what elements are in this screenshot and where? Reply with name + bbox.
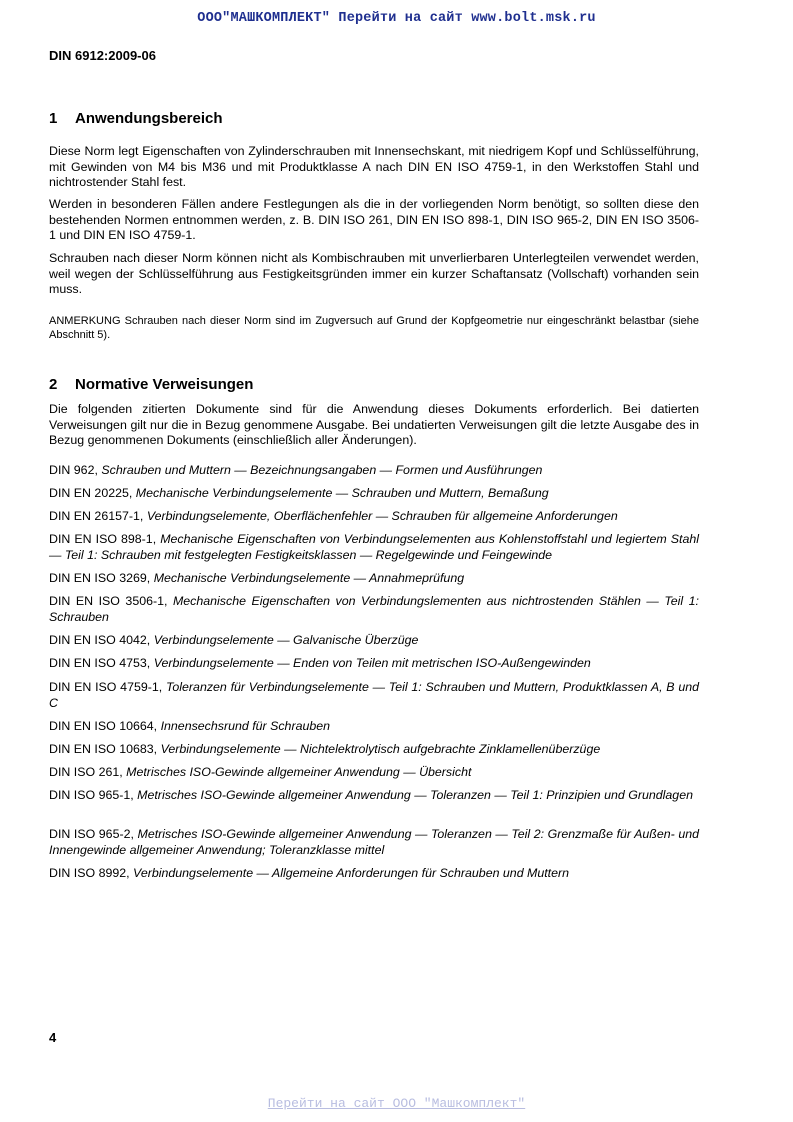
reference-code: DIN EN ISO 4753, <box>49 656 151 670</box>
reference-code: DIN EN 26157-1, <box>49 509 144 523</box>
reference-title: Mechanische Eigenschaften von Verbindungselementen aus Kohlenstoffstahl und legiertem Stahl — Teil 1: Schrauben mit festgelegten Festigkeitsklassen — Regelgewinde und Feingewinde <box>49 532 699 562</box>
header-site-link[interactable]: ООО"МАШКОМПЛЕКТ" Перейти на сайт www.bolt.msk.ru <box>197 11 596 26</box>
reference-title: Schrauben und Muttern — Bezeichnungsangaben — Formen und Ausführungen <box>101 463 543 477</box>
reference-code: DIN 962, <box>49 463 98 477</box>
reference-title: Verbindungselemente — Galvanische Überzüge <box>153 633 419 647</box>
reference-code: DIN ISO 965-2, <box>49 827 134 841</box>
reference-item <box>49 594 699 625</box>
reference-item <box>49 532 699 563</box>
reference-code: DIN EN ISO 4042, <box>49 633 151 647</box>
reference-title: Metrisches ISO-Gewinde allgemeiner Anwendung — Toleranzen — Teil 1: Prinzipien und Grundlagen <box>137 788 693 802</box>
footer-site-link[interactable]: Перейти на сайт ООО "Машкомплект" <box>267 1096 526 1111</box>
reference-title: Verbindungselemente, Oberflächenfehler — Schrauben für allgemeine Anforderungen <box>146 509 618 523</box>
reference-title: Mechanische Verbindungselemente — Schrauben und Muttern, Bemaßung <box>135 486 549 500</box>
reference-item <box>49 633 699 649</box>
reference-code: DIN ISO 261, <box>49 765 123 779</box>
reference-item <box>49 486 699 502</box>
reference-title: Innensechsrund für Schrauben <box>160 719 331 733</box>
paragraph: Diese Norm legt Eigenschaften von Zylinderschrauben mit Innensechskant, mit niedrigem Kopf und Schlüsselführung, mit Gewinden von M4 bis M36 und mit Produktklasse A nach DIN EN ISO 4759-1, in den Werkstoffen Stahl und nichtrostender Stahl fest. <box>49 144 699 189</box>
section-heading-2 <box>49 376 253 393</box>
reference-title: Metrisches ISO-Gewinde allgemeiner Anwendung — Toleranzen — Teil 2: Grenzmaße für Außen- und Innengewinde allgemeiner Anwendung; Toleranzklasse mittel <box>49 827 699 857</box>
reference-item <box>49 571 699 587</box>
section-title: Normative Verweisungen <box>75 376 254 393</box>
reference-item <box>49 788 699 804</box>
reference-item <box>49 866 699 882</box>
reference-title: Metrisches ISO-Gewinde allgemeiner Anwendung — Übersicht <box>126 765 472 779</box>
reference-item <box>49 656 699 672</box>
reference-code: DIN EN 20225, <box>49 486 133 500</box>
reference-code: DIN EN ISO 10664, <box>49 719 158 733</box>
reference-item <box>49 509 699 525</box>
reference-code: DIN EN ISO 898-1, <box>49 532 157 546</box>
reference-code: DIN EN ISO 10683, <box>49 742 158 756</box>
section-number: 1 <box>49 110 58 127</box>
reference-code: DIN ISO 8992, <box>49 866 130 880</box>
reference-code: DIN EN ISO 3506-1, <box>49 594 168 608</box>
reference-title: Verbindungselemente — Allgemeine Anforderungen für Schrauben und Muttern <box>133 866 570 880</box>
reference-item <box>49 680 699 711</box>
paragraph: Schrauben nach dieser Norm können nicht als Kombischrauben mit unverlierbaren Unterlegteilen verwendet werden, weil wegen der Schlüsselführung aus Festigkeitsgründen immer ein kurzer Schaftansatz (Vollschaft) vorhanden sein muss. <box>49 251 699 296</box>
page-number: 4 <box>49 1030 57 1045</box>
reference-code: DIN EN ISO 4759-1, <box>49 680 163 694</box>
reference-title: Mechanische Verbindungselemente — Annahmeprüfung <box>153 571 465 585</box>
section-heading-1 <box>49 110 223 127</box>
note: ANMERKUNG Schrauben nach dieser Norm sind im Zugversuch auf Grund der Kopfgeometrie nur eingeschränkt belastbar (siehe Abschnitt 5). <box>49 315 699 341</box>
reference-title: Verbindungselemente — Enden von Teilen mit metrischen ISO-Außengewinden <box>153 656 591 670</box>
section-number: 2 <box>49 376 58 393</box>
reference-item <box>49 742 699 758</box>
reference-item <box>49 827 699 858</box>
paragraph: Werden in besonderen Fällen andere Festlegungen als die in der vorliegenden Norm benötigt, so sollten diese den bestehenden Normen entnommen werden, z. B. DIN ISO 261, DIN EN ISO 898-1, DIN ISO 965-2, DIN EN ISO 3506-1 und DIN EN ISO 4759-1. <box>49 197 699 242</box>
reference-title: Toleranzen für Verbindungselemente — Teil 1: Schrauben und Muttern, Produktklassen A, B und C <box>49 680 699 710</box>
reference-title: Verbindungselemente — Nichtelektrolytisch aufgebrachte Zinklamellenüberzüge <box>160 742 601 756</box>
reference-code: DIN EN ISO 3269, <box>49 571 151 585</box>
reference-item <box>49 463 699 479</box>
reference-code: DIN ISO 965-1, <box>49 788 134 802</box>
document-id: DIN 6912:2009-06 <box>49 48 156 63</box>
section-title: Anwendungsbereich <box>75 110 223 127</box>
reference-title: Mechanische Eigenschaften von Verbindungslementen aus nichtrostenden Stählen — Teil 1: Schrauben <box>49 594 699 624</box>
paragraph: Die folgenden zitierten Dokumente sind für die Anwendung dieses Dokuments erforderlich. Bei datierten Verweisungen gilt nur die in Bezug genommene Ausgabe. Bei undatierten Verweisungen gilt die letzte Ausgabe des in Bezug genommenen Dokuments (einschließlich aller Änderungen). <box>49 402 699 447</box>
reference-item <box>49 765 699 781</box>
reference-item <box>49 719 699 735</box>
